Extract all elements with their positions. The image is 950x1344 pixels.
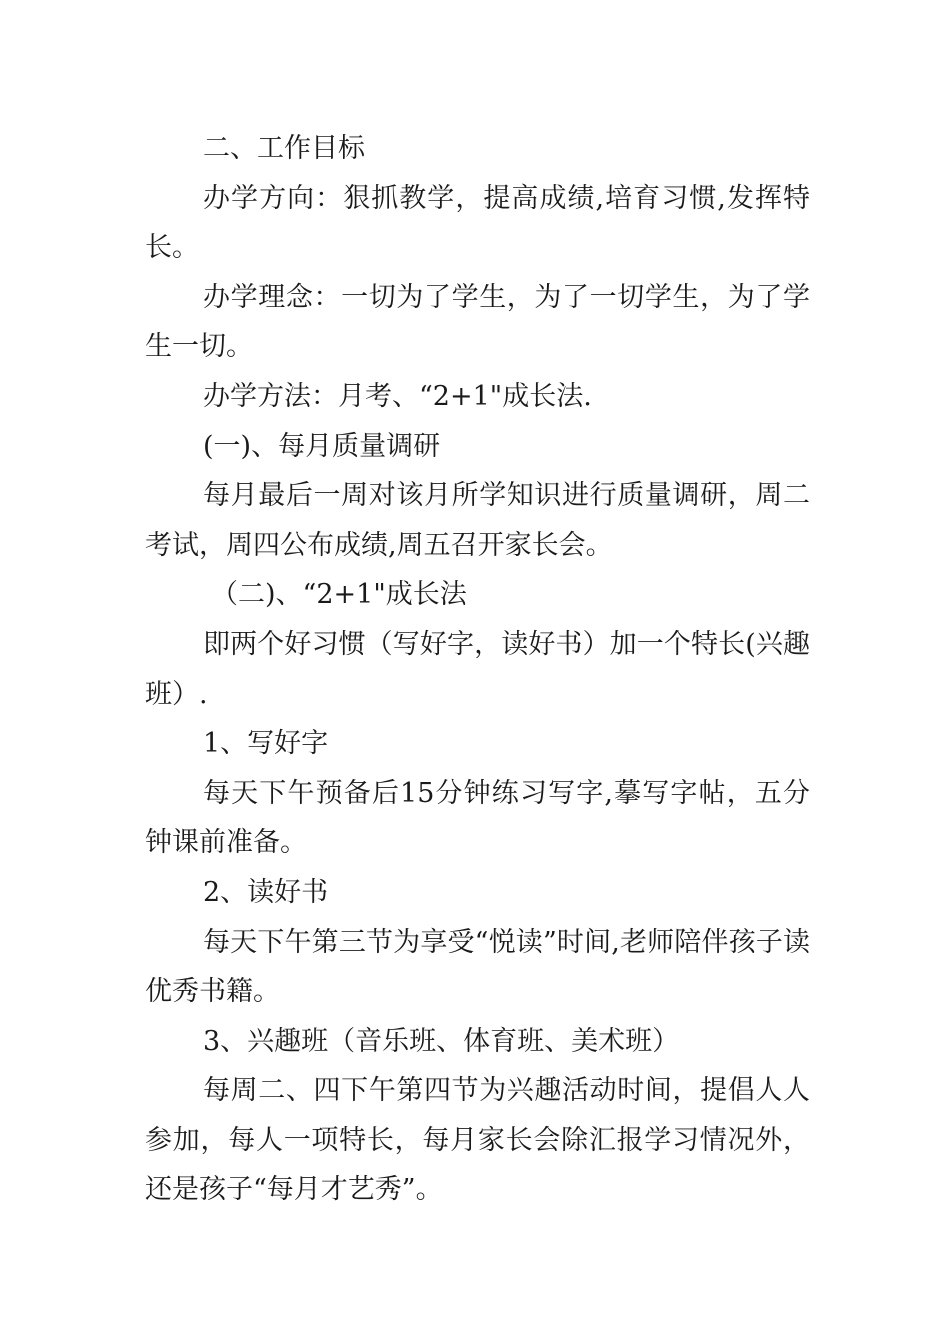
subheading-growth-method: （二)、“2+1"成长法 bbox=[211, 579, 467, 611]
paragraph-writing: 每天下午预备后15分钟练习写字,摹写字帖，五分钟课前准备。 bbox=[145, 777, 810, 859]
subheading-monthly-assessment: (一)、每月质量调研 bbox=[203, 430, 441, 462]
item-heading-interest-classes: 3、兴趣班（音乐班、体育班、美术班） bbox=[203, 1025, 680, 1057]
section-heading-work-goals: 二、工作目标 bbox=[203, 133, 365, 164]
paragraph-growth-method: 即两个好习惯（写好字，读好书）加一个特长(兴趣班）. bbox=[145, 628, 810, 710]
paragraph-school-method: 办学方法：月考、“2+1"成长法. bbox=[203, 380, 592, 412]
item-heading-writing: 1、写好字 bbox=[203, 728, 329, 760]
paragraph-school-direction: 办学方向：狠抓教学，提高成绩,培育习惯,发挥特长。 bbox=[145, 182, 810, 264]
paragraph-school-philosophy: 办学理念：一切为了学生，为了一切学生，为了学生一切。 bbox=[145, 281, 810, 363]
paragraph-monthly-assessment: 每月最后一周对该月所学知识进行质量调研，周二考试，周四公布成绩,周五召开家长会。 bbox=[145, 480, 810, 561]
paragraph-interest-classes: 每周二、四下午第四节为兴趣活动时间，提倡人人参加，每人一项特长，每月家长会除汇报学习情况外，还是孩子“每月才艺秀”。 bbox=[145, 1075, 810, 1206]
item-heading-reading: 2、读好书 bbox=[203, 876, 329, 908]
document-body bbox=[145, 124, 810, 1215]
paragraph-reading: 每天下午第三节为享受“悦读”时间,老师陪伴孩子读优秀书籍。 bbox=[145, 926, 810, 1008]
